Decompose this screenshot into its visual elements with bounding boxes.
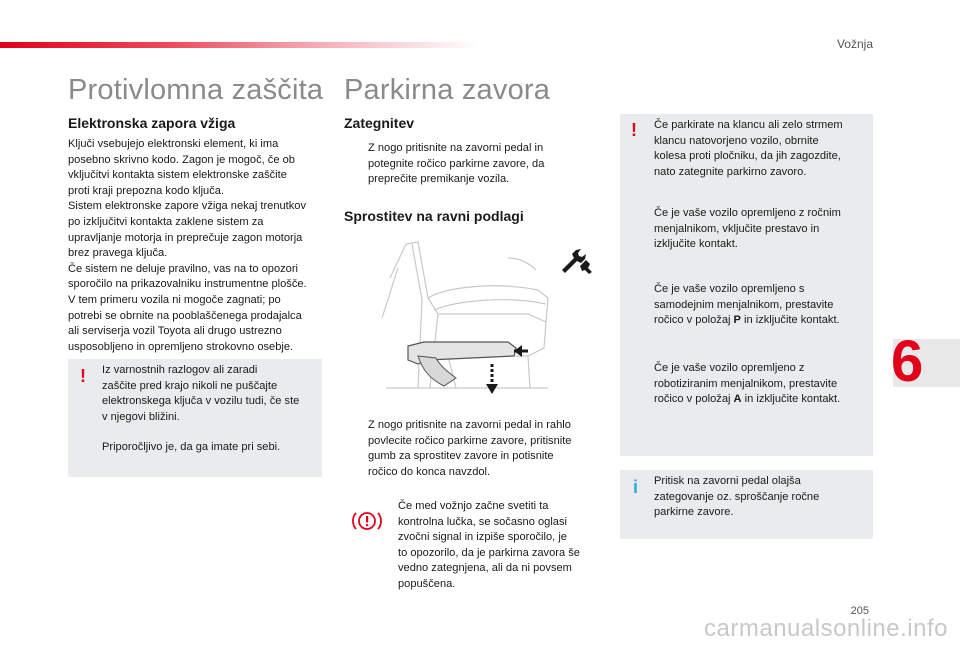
warning-icon: ! (80, 366, 86, 386)
tighten-text (368, 141, 608, 188)
text-line: klancu natovorjeno vozilo, obrnite (654, 134, 819, 147)
text-line: robotiziranim menjalnikom, prestavite (654, 377, 838, 390)
release-text (368, 418, 608, 480)
text-line: Z nogo pritisnite na zavorni pedal in (368, 142, 544, 154)
gear-position-p: P (733, 314, 741, 327)
text-line: kolesa proti pločniku, da jih zagozdite, (654, 150, 841, 163)
text-line: to opozorilo, da je parkirna zavora še (398, 546, 580, 559)
text-line: V tem primeru vozila ni mogoče zagnati; po (68, 293, 281, 306)
text-line: Če parkirate na klancu ali zelo strmem (654, 119, 843, 131)
text-line: v njegovi bližini. (102, 410, 180, 423)
text-line: upravljanje motorja in preprečuje zagon motorja (68, 231, 303, 244)
text-line: Pritisk na zavorni pedal olajša (654, 475, 801, 487)
text-span: ročico v položaj (654, 314, 734, 327)
subsection-title-tighten: Zategnitev (344, 115, 415, 131)
wrench-icon (560, 246, 594, 276)
text-line: proti kraji prepozna kodo ključa. (68, 184, 225, 197)
watermark: carmanualsonline.info (704, 615, 948, 642)
subsection-title-release: Sprostitev na ravni podlagi (344, 208, 524, 224)
text-line: Sistem elektronske zapore vžiga nekaj trenutkov (68, 200, 307, 213)
section-title-anti-theft: Protivlomna zaščita (68, 74, 324, 106)
parking-warning-block-2 (654, 206, 870, 253)
warning-icon: ! (631, 120, 637, 140)
text-line: posebno skrivno kodo. Zagon je mogoč, če ob (68, 153, 295, 166)
chapter-number: 6 (891, 329, 924, 394)
parking-warning-block-4 (654, 361, 870, 408)
text-line: Če je vaše vozilo opremljeno z (654, 362, 805, 374)
gear-position-a: A (733, 393, 742, 406)
brake-alert-text (398, 499, 612, 593)
text-line: preprečite premikanje vozila. (368, 173, 510, 186)
text-line: sporočilo na prikazovalniku instrumentne plošče. (68, 278, 307, 291)
text-line: Če je vaše vozilo opremljeno s (654, 283, 805, 295)
subsection-title-immobiliser: Elektronska zapora vžiga (68, 115, 236, 131)
text-line: Če je vaše vozilo opremljeno z ročnim (654, 207, 841, 219)
text-line: potrebi se obrnite na pooblaščenega prodajalca (68, 309, 302, 322)
text-line: menjalnikom, vključite prestavo in (654, 222, 820, 235)
text-line: Priporočljivo je, da ga imate pri sebi. (102, 441, 281, 454)
section-title-parking-brake: Parkirna zavora (344, 74, 551, 106)
text-line: Ključi vsebujejo elektronski element, ki ima (68, 138, 279, 150)
header-accent-bar (0, 42, 480, 48)
info-text-pedal (654, 474, 870, 521)
text-line: izključite kontakt. (654, 238, 738, 251)
text-line: povlecite ročico parkirne zavore, pritisnite (368, 434, 572, 447)
text-line: ali serviserja vozil Toyota ali drugo ustrezno (68, 325, 282, 338)
page-number: 205 (850, 605, 869, 617)
text-line: samodejnim menjalnikom, prestavite (654, 298, 834, 311)
text-span: ročico v položaj (654, 393, 734, 406)
parking-warning-block-1 (654, 118, 870, 180)
text-line: usposobljeno in opremljeno strokovno osebje. (68, 340, 294, 353)
text-line: po izključitvi kontakta zaklene sistem za (68, 215, 264, 228)
text-line: ročico do konca navzdol. (368, 465, 491, 478)
info-icon: i (633, 477, 639, 497)
text-line: Iz varnostnih razlogov ali zaradi (102, 364, 258, 376)
text-line (654, 392, 870, 408)
brake-warning-lamp-icon (350, 508, 384, 534)
text-line: nato zategnite parkirno zavoro. (654, 165, 807, 178)
text-line: gumb za sprostitev zavore in potisnite (368, 450, 554, 463)
chapter-title: Vožnja (836, 37, 873, 51)
text-line: Če sistem ne deluje pravilno, vas na to opozori (68, 262, 299, 275)
immobiliser-text (68, 137, 330, 355)
text-line: zaščite pred krajo nikoli ne puščajte (102, 379, 278, 392)
warning-text-key (102, 363, 320, 456)
text-span: in izključite kontakt. (740, 314, 840, 327)
text-line: kontrolna lučka, se sočasno oglasi (398, 515, 567, 528)
text-line: parkirne zavore. (654, 506, 734, 519)
text-line: brez pravega ključa. (68, 247, 168, 260)
text-line: zvočni signal in izpiše sporočilo, je (398, 531, 567, 544)
text-span: in izključite kontakt. (741, 393, 841, 406)
text-line (654, 313, 870, 329)
parking-warning-block-3 (654, 282, 870, 329)
text-line: popuščena. (398, 577, 456, 590)
handbrake-illustration (378, 238, 558, 398)
text-line: Z nogo pritisnite na zavorni pedal in rahlo (368, 419, 571, 431)
text-line: zategovanje oz. sproščanje ročne (654, 490, 820, 503)
text-line: potegnite ročico parkirne zavore, da (368, 157, 545, 170)
text-line: vključitvi kontakta sistem elektronske zaščite (68, 169, 287, 182)
text-line: vedno zategnjena, ali da ni povsem (398, 562, 572, 575)
text-line: Če med vožnjo začne svetiti ta (398, 500, 549, 512)
text-line: elektronskega ključa v vozilu tudi, če ste (102, 395, 300, 408)
